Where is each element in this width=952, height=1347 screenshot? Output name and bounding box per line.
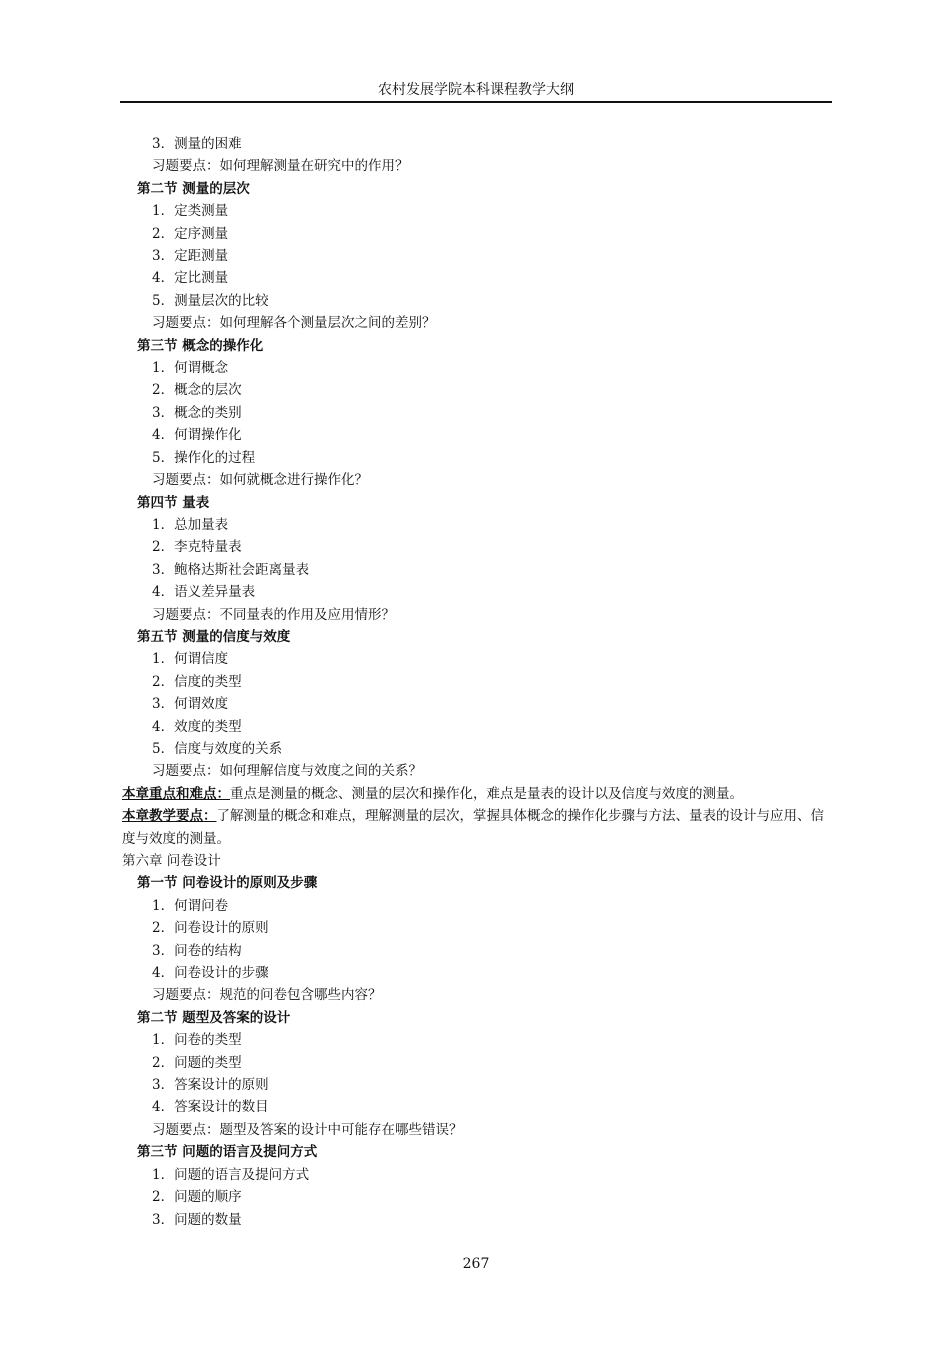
list-item: 5．信度与效度的关系 bbox=[152, 740, 283, 757]
chapter-heading: 第六章 问卷设计 bbox=[122, 853, 221, 869]
list-item: 1．问题的语言及提问方式 bbox=[152, 1166, 310, 1183]
list-item: 3．概念的类别 bbox=[152, 404, 242, 421]
exercise-point: 习题要点：不同量表的作用及应用情形？ bbox=[152, 606, 395, 623]
section-heading: 第三节 概念的操作化 bbox=[137, 337, 264, 354]
list-item: 3．问题的数量 bbox=[152, 1211, 242, 1228]
list-item: 4．答案设计的数目 bbox=[152, 1099, 269, 1116]
list-item: 2．概念的层次 bbox=[152, 382, 242, 399]
section-heading: 第五节 测量的信度与效度 bbox=[137, 628, 291, 645]
key-points-paragraph bbox=[122, 783, 834, 805]
list-item: 4．语义差异量表 bbox=[152, 584, 256, 601]
list-item: 5．操作化的过程 bbox=[152, 449, 256, 466]
list-item: 3．答案设计的原则 bbox=[152, 1077, 269, 1094]
list-item: 2．问卷设计的原则 bbox=[152, 920, 269, 937]
list-item: 5．测量层次的比较 bbox=[152, 292, 269, 309]
page-header-title: 农村发展学院本科课程教学大纲 bbox=[378, 82, 574, 98]
list-item: 1．何谓问卷 bbox=[152, 897, 229, 914]
section-heading: 第一节 问卷设计的原则及步骤 bbox=[137, 875, 318, 892]
teaching-points-paragraph bbox=[122, 805, 834, 850]
key-points-label: 本章重点和难点： bbox=[122, 785, 230, 802]
list-item: 1．问卷的类型 bbox=[152, 1032, 242, 1049]
exercise-point: 习题要点：如何理解测量在研究中的作用？ bbox=[152, 158, 409, 175]
list-item: 1．何谓概念 bbox=[152, 360, 229, 377]
exercise-point: 习题要点：规范的问卷包含哪些内容？ bbox=[152, 987, 382, 1004]
exercise-point: 习题要点：如何理解信度与效度之间的关系？ bbox=[152, 763, 422, 780]
list-item: 1．定类测量 bbox=[152, 203, 229, 220]
list-item: 3．定距测量 bbox=[152, 248, 229, 265]
key-points-text: 重点是测量的概念、测量的层次和操作化，难点是量表的设计以及信度与效度的测量。 bbox=[230, 785, 743, 802]
list-item: 4．问卷设计的步骤 bbox=[152, 965, 269, 982]
list-item: 4．何谓操作化 bbox=[152, 427, 242, 444]
list-item: 3．测量的困难 bbox=[152, 136, 242, 152]
section-heading: 第二节 题型及答案的设计 bbox=[137, 1009, 291, 1026]
page-number: 267 bbox=[462, 1256, 490, 1272]
chapter-six-outline bbox=[122, 850, 834, 1231]
list-item: 2．问题的顺序 bbox=[152, 1189, 242, 1206]
section-heading: 第三节 问题的语言及提问方式 bbox=[137, 1144, 318, 1161]
section-heading: 第二节 测量的层次 bbox=[137, 180, 250, 197]
syllabus-body bbox=[122, 133, 834, 1231]
teaching-points-label: 本章教学要点： bbox=[122, 808, 217, 825]
exercise-point: 习题要点：题型及答案的设计中可能存在哪些错误？ bbox=[152, 1121, 463, 1138]
list-item: 1．何谓信度 bbox=[152, 651, 229, 668]
list-item: 3．何谓效度 bbox=[152, 696, 229, 713]
exercise-point: 习题要点：如何就概念进行操作化？ bbox=[152, 472, 368, 489]
list-item: 2．李克特量表 bbox=[152, 539, 242, 556]
list-item: 2．定序测量 bbox=[152, 225, 229, 242]
header-rule bbox=[120, 101, 832, 103]
list-item: 2．问题的类型 bbox=[152, 1054, 242, 1071]
teaching-points-text: 了解测量的概念和难点，理解测量的层次，掌握具体概念的操作化步骤与方法、量表的设计与应用、信度与效度的测量。 bbox=[122, 808, 824, 847]
list-item: 4．定比测量 bbox=[152, 270, 229, 287]
list-item: 1．总加量表 bbox=[152, 516, 229, 533]
section-heading: 第四节 量表 bbox=[137, 494, 210, 511]
list-item: 2．信度的类型 bbox=[152, 673, 242, 690]
list-item: 3．鲍格达斯社会距离量表 bbox=[152, 561, 310, 578]
exercise-point: 习题要点：如何理解各个测量层次之间的差别？ bbox=[152, 315, 436, 332]
chapter-five-outline bbox=[122, 133, 834, 783]
list-item: 4．效度的类型 bbox=[152, 718, 242, 735]
list-item: 3．问卷的结构 bbox=[152, 942, 242, 959]
